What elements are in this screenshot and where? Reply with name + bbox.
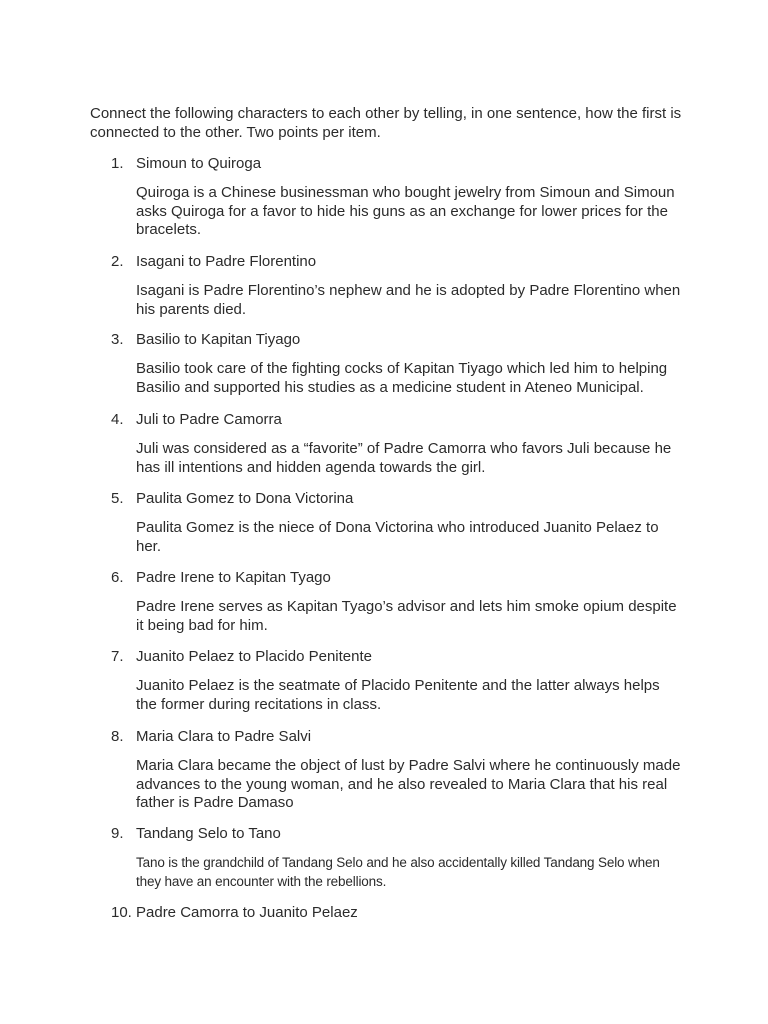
question-number: 5. (111, 490, 124, 507)
question-number: 2. (111, 253, 124, 270)
question-title: Tandang Selo to Tano (136, 825, 281, 842)
instructions-text: Connect the following characters to each other by telling, in one sentence, how the first is connected to the other. Two points per item. (90, 105, 682, 141)
question-number: 3. (111, 331, 124, 348)
question-number: 10. (111, 904, 132, 921)
question-title: Padre Camorra to Juanito Pelaez (136, 904, 358, 921)
answer-text: Padre Irene serves as Kapitan Tyago’s advisor and lets him smoke opium despite it being bad for him. (136, 598, 677, 634)
answer-text: Isagani is Padre Florentino’s nephew and he is adopted by Padre Florentino when his parents died. (136, 282, 681, 318)
answer-text: Quiroga is a Chinese businessman who bought jewelry from Simoun and Simoun asks Quiroga for a favor to hide his guns as an exchange for lower prices for the bracelets. (136, 184, 675, 238)
question-number: 9. (111, 825, 124, 842)
answer-text: Paulita Gomez is the niece of Dona Victorina who introduced Juanito Pelaez to her. (136, 519, 659, 555)
question-number: 6. (111, 569, 124, 586)
question-number: 7. (111, 648, 124, 665)
question-title: Isagani to Padre Florentino (136, 253, 317, 270)
answer-text: Juanito Pelaez is the seatmate of Placido Penitente and the latter always helps the former during recitations in class. (136, 677, 660, 713)
question-number: 8. (111, 728, 124, 745)
answer-text: Tano is the grandchild of Tandang Selo and he also accidentally killed Tandang Selo when they have an encounter with the rebellions. (136, 855, 660, 889)
question-title: Basilio to Kapitan Tiyago (136, 331, 301, 348)
question-number: 4. (111, 411, 124, 428)
question-title: Juanito Pelaez to Placido Penitente (136, 648, 372, 665)
question-title: Padre Irene to Kapitan Tyago (136, 569, 331, 586)
question-number: 1. (111, 155, 124, 172)
question-title: Maria Clara to Padre Salvi (136, 728, 312, 745)
answer-text: Basilio took care of the fighting cocks of Kapitan Tiyago which led him to helping Basilio and supported his studies as a medicine student in Ateneo Municipal. (136, 360, 668, 396)
question-title: Simoun to Quiroga (136, 155, 262, 172)
answer-text: Juli was considered as a “favorite” of Padre Camorra who favors Juli because he has ill intentions and hidden agenda towards the girl. (136, 440, 672, 476)
answer-text: Maria Clara became the object of lust by Padre Salvi where he continuously made advances to the young woman, and he also revealed to Maria Clara that his real father is Padre Damaso (136, 757, 681, 811)
question-title: Paulita Gomez to Dona Victorina (136, 490, 354, 507)
question-title: Juli to Padre Camorra (136, 411, 282, 428)
